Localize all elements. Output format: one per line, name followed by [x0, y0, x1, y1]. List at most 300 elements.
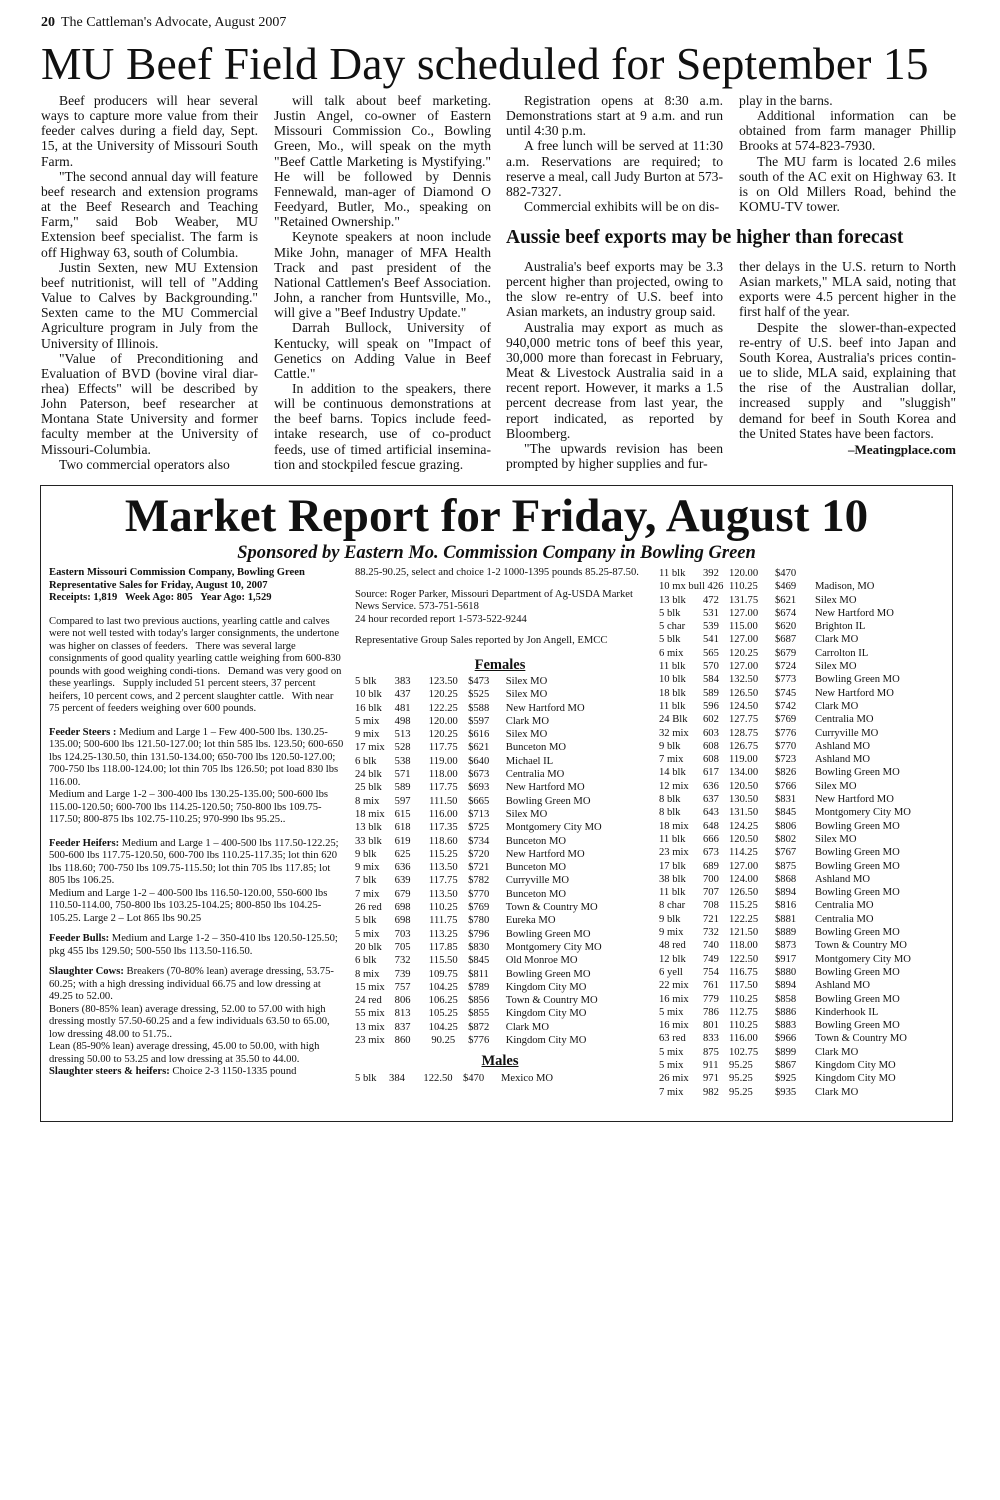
- males-heading: Males: [481, 1053, 519, 1070]
- head-count: 24 red: [355, 995, 382, 1007]
- head-count: 24 blk: [355, 769, 382, 781]
- paragraph: The MU farm is located 2.6 miles south of the AC exit on Highway 63. It is on Old Millers Road, behind the KOMU-TV tower.: [739, 153, 956, 215]
- per-head: $721: [468, 862, 490, 874]
- weight: 708: [703, 900, 719, 912]
- sale-row: [659, 1072, 951, 1085]
- sale-row: [355, 795, 645, 808]
- per-head: $620: [775, 621, 797, 633]
- sale-row: [355, 702, 645, 715]
- weight: 700: [703, 873, 719, 885]
- weight: 437: [394, 689, 411, 701]
- weight: 749: [703, 953, 719, 965]
- price: 110.25: [729, 993, 758, 1005]
- slaughter-sh-label: Slaughter steers & heifers:: [49, 1066, 170, 1077]
- head-count: 10 blk: [659, 674, 686, 686]
- location: Brighton IL: [815, 621, 866, 633]
- price: 132.50: [729, 674, 759, 686]
- price: 95.25: [729, 1073, 753, 1085]
- head-count: 5 mix: [659, 1006, 684, 1018]
- weight: 589: [394, 782, 411, 794]
- price: 127.75: [729, 714, 759, 726]
- per-head: $880: [775, 966, 797, 978]
- weight: 666: [703, 833, 719, 845]
- head-count: 12 blk: [659, 953, 686, 965]
- location: Bowling Green MO: [815, 927, 900, 939]
- head-count: 22 mix: [659, 980, 689, 992]
- head-count: 16 mix: [659, 1020, 689, 1032]
- per-head: $889: [775, 927, 797, 939]
- location: Montgomery City MO: [815, 807, 911, 819]
- per-head: $917: [775, 953, 797, 965]
- weight: 615: [394, 808, 411, 820]
- price: 117.75: [428, 875, 458, 887]
- slaughter-steers-heifers: [49, 1066, 344, 1079]
- sales-table: [659, 567, 951, 1099]
- price: 106.25: [428, 995, 458, 1007]
- location: Clark MO: [505, 1021, 550, 1033]
- head-count: 55 mix: [355, 1008, 385, 1020]
- price: 127.00: [729, 661, 759, 673]
- price: 113.50: [428, 862, 458, 874]
- sale-row: [355, 688, 645, 701]
- head-count: 18 blk: [659, 687, 686, 699]
- weight: 837: [394, 1021, 411, 1033]
- sale-row: [659, 713, 951, 726]
- weight: 875: [703, 1046, 719, 1058]
- page-folio: [41, 15, 286, 31]
- location: Silex MO: [505, 729, 548, 741]
- per-head: $776: [775, 727, 797, 739]
- head-count: 5 blk: [355, 915, 377, 927]
- location: Silex MO: [815, 780, 857, 792]
- paragraph: Australia's beef exports may be 3.3 percent higher than projected, owing to the slow re-entry of U.S. beef into Asian markets, an industry group said.: [506, 259, 723, 320]
- per-head: $713: [468, 808, 490, 820]
- weight: 565: [703, 647, 719, 659]
- paragraph: Justin Sexten, new MU Extension beef nutritionist, will tell of "Adding Value to Calves by Backgrounding." Sexten came to the MU Commercial Agriculture program in July from the University of Illinois.: [41, 259, 258, 351]
- head-count: 11 blk: [659, 700, 686, 712]
- head-count: 17 mix: [355, 742, 385, 754]
- per-head: $858: [775, 993, 797, 1005]
- paragraph: Additional information can be obtained from farm manager Phillip Brooks at 574-823-7930.: [739, 108, 956, 154]
- location: Clark MO: [815, 700, 859, 712]
- per-head: $769: [775, 714, 797, 726]
- price: 117.50: [729, 980, 758, 992]
- market-column-3: [659, 567, 951, 1099]
- paragraph: Two commercial operators also: [59, 456, 230, 472]
- head-count: 9 mix: [355, 729, 380, 741]
- sale-row: [355, 741, 645, 754]
- location: Montgomery City MO: [505, 941, 602, 953]
- price: 104.25: [428, 1021, 458, 1033]
- location: Clark MO: [815, 634, 859, 646]
- location: Bowling Green MO: [815, 966, 900, 978]
- sale-row: [659, 567, 951, 580]
- location: New Hartford MO: [505, 702, 585, 714]
- weight: 498: [394, 715, 411, 727]
- location: Michael IL: [505, 755, 554, 767]
- price: 121.50: [729, 927, 759, 939]
- sale-row: [355, 768, 645, 781]
- price: 127.00: [729, 860, 759, 872]
- weight: 531: [703, 607, 719, 619]
- sale-row: [659, 647, 951, 660]
- weight: 584: [703, 674, 719, 686]
- head-count: 14 blk: [659, 767, 686, 779]
- sale-row: [659, 700, 951, 713]
- sale-row: [355, 1007, 645, 1020]
- per-head: $640: [468, 755, 490, 767]
- head-count: 7 mix: [355, 888, 380, 900]
- price: 90.25: [431, 1035, 456, 1047]
- price: 117.35: [428, 822, 458, 834]
- price: 119.00: [428, 755, 458, 767]
- per-head: $673: [468, 769, 490, 781]
- price: 117.75: [428, 742, 458, 754]
- per-head: $872: [468, 1021, 490, 1033]
- weight: 761: [703, 980, 719, 992]
- per-head: $724: [775, 661, 797, 673]
- location: Centralia MO: [815, 900, 874, 912]
- location: Kingdom City MO: [505, 1008, 587, 1020]
- head-count: 38 blk: [659, 873, 686, 885]
- weight: 707: [703, 887, 719, 899]
- price: 127.00: [729, 607, 759, 619]
- price: 116.75: [729, 966, 758, 978]
- weight: 603: [703, 727, 719, 739]
- location: Kinderhook IL: [815, 1006, 879, 1018]
- head-count: 48 red: [659, 940, 686, 952]
- location: Silex MO: [815, 833, 857, 845]
- males-table: [355, 1072, 641, 1085]
- location: Bowling Green MO: [815, 820, 900, 832]
- price: 115.25: [428, 848, 458, 860]
- location: New Hartford MO: [505, 848, 585, 860]
- price: 122.25: [729, 913, 759, 925]
- paragraph: A free lunch will be served at 11:30 a.m. Reservations are required; to reserve a meal, call Judy Burton at 573-882-7327.: [506, 138, 723, 199]
- weight: 971: [703, 1073, 719, 1085]
- sale-row: [355, 981, 645, 994]
- head-count: 18 mix: [355, 808, 385, 820]
- price: 126.75: [729, 740, 759, 752]
- paragraph: "Value of Preconditioning and Evaluation of BVD (bovine viral diar-rhea) Effects" will be described by John Paterson, beef researcher at Montana State University and former faculty member at the University of Missouri-Columbia.: [41, 350, 258, 457]
- article-column-1: [41, 93, 258, 472]
- price: 115.50: [428, 955, 458, 967]
- location: Silex MO: [815, 594, 857, 606]
- source-credit: –Meatingplace.com: [848, 441, 956, 457]
- per-head: $796: [468, 928, 490, 940]
- per-head: $881: [775, 913, 797, 925]
- weight: 541: [703, 634, 719, 646]
- location: Silex MO: [505, 676, 548, 687]
- head-count: 7 blk: [355, 875, 377, 887]
- paragraph: Darrah Bullock, University of Kentucky, will speak on "Impact of Genetics on Adding Value in Beef Cattle.": [274, 320, 491, 381]
- weight: 860: [394, 1035, 411, 1047]
- sale-row: [659, 1046, 951, 1059]
- price: 102.75: [729, 1046, 759, 1058]
- price: 111.75: [429, 915, 458, 927]
- location: Kingdom City MO: [815, 1059, 896, 1071]
- per-head: $742: [775, 700, 797, 712]
- sale-row: [659, 860, 951, 873]
- weight: 982: [703, 1086, 719, 1098]
- sale-row: [659, 966, 951, 979]
- head-count: 8 blk: [659, 807, 681, 819]
- location: Kingdom City MO: [815, 1073, 896, 1085]
- sale-row: [659, 673, 951, 686]
- article-column-3: [506, 93, 723, 214]
- weight: 703: [394, 928, 411, 940]
- report-header-line: Representative Sales for Friday, August 10, 2007: [49, 579, 268, 591]
- market-report-title: Market Report for Friday, August 10: [124, 490, 869, 542]
- location: Bowling Green MO: [505, 968, 591, 980]
- per-head: $720: [468, 848, 490, 860]
- price: 128.75: [729, 727, 759, 739]
- per-head: $469: [775, 581, 797, 593]
- market-report-box: [40, 485, 953, 1122]
- feeder-steers-text: Medium and Large 1 – Few 400-500 lbs. 130.25-135.00; 500-600 lbs 121.50-127.00; lot thin 585 lbs. 123.50; 600-650 lbs 124.25-130.50, thin 131.50-134.00; 650-700 lbs 120.50-127.00; 700-750 lbs 118.00-124.00; lot thin 705 lbs 126.50; pot load 830 lbs 116.00.: [49, 726, 344, 788]
- location: Clark MO: [815, 1086, 859, 1098]
- price: 120.25: [729, 647, 759, 659]
- weight: 636: [703, 780, 719, 792]
- per-head: $816: [775, 900, 797, 912]
- price: 95.25: [729, 1059, 753, 1071]
- boners-text: Boners (80-85% lean) average dressing, 52.00 to 57.00 with high dressing mostly 57.50-60.25 and a few individuals 63.50 to 65.00, low dressing 48.00 to 51.75..: [49, 1003, 330, 1040]
- per-head: $693: [468, 782, 490, 794]
- per-head: $831: [775, 794, 797, 806]
- per-head: $789: [468, 981, 490, 993]
- feeder-steers-2: Medium and Large 1-2 – 300-400 lbs 130.25-135.00; 500-600 lbs 115.00-120.50; 600-700 lbs 114.25-120.50; 750-800 lbs 109.75-117.50; 800-875 lbs 102.75-110.25; 970-990 lbs 95.25..: [49, 789, 329, 825]
- weight: 538: [394, 755, 411, 767]
- sale-row: [355, 1021, 645, 1034]
- per-head: $770: [468, 888, 490, 900]
- location: Montgomery City MO: [815, 953, 911, 965]
- per-head: $470: [463, 1072, 485, 1084]
- weight: 608: [703, 740, 719, 752]
- sale-row: [659, 873, 951, 886]
- sale-row: [659, 687, 951, 700]
- price: 110.25: [428, 902, 458, 914]
- paragraph: Beef producers will hear several ways to capture more value from their feeder calves during a field day, Sept. 15, at the University of Missouri South Farm.: [41, 93, 258, 169]
- head-count: 10 blk: [355, 689, 382, 701]
- per-head: $894: [775, 887, 797, 899]
- location: Ashland MO: [815, 873, 871, 885]
- per-head: $782: [468, 875, 490, 887]
- head-count: 12 mix: [659, 780, 689, 792]
- per-head: $780: [468, 915, 490, 927]
- location: Bunceton MO: [505, 888, 567, 900]
- price: 114.25: [729, 847, 758, 859]
- head-count: 11 blk: [659, 661, 686, 673]
- weight: 801: [703, 1020, 719, 1032]
- recorded-report: 24 hour recorded report 1-573-522-9244: [355, 613, 527, 625]
- sale-row: [355, 781, 645, 794]
- per-head: $769: [468, 902, 490, 914]
- head-count: 25 blk: [355, 782, 382, 794]
- weight: 539: [703, 621, 719, 633]
- head-count: 16 mix: [659, 993, 689, 1005]
- sale-row: [659, 633, 951, 646]
- per-head: $855: [468, 1008, 490, 1020]
- sale-row: [355, 861, 645, 874]
- weight: 617: [703, 767, 719, 779]
- price: 122.50: [423, 1072, 453, 1084]
- sale-row: [355, 835, 645, 848]
- weight: 698: [394, 902, 411, 914]
- per-head: $776: [468, 1035, 490, 1047]
- sale-row: [355, 808, 645, 821]
- price: 111.50: [429, 795, 458, 807]
- per-head: $725: [468, 822, 490, 834]
- price: 115.00: [729, 621, 758, 633]
- location: Centralia MO: [815, 913, 874, 925]
- head-count: 6 blk: [355, 755, 377, 767]
- weight: 806: [394, 995, 411, 1007]
- location: Bowling Green MO: [815, 847, 900, 859]
- weight: 384: [389, 1072, 405, 1084]
- per-head: $621: [468, 742, 490, 754]
- price: 131.50: [729, 807, 759, 819]
- head-count: 18 mix: [659, 820, 689, 832]
- sale-row: [659, 993, 951, 1006]
- paragraph: "The second annual day will feature beef research and extension programs at the Beef Research and Teaching Farm," said Bob Weaber, MU Extension beef specialist. The farm is off Highway 63, south of Columbia.: [41, 168, 258, 260]
- weight: 528: [394, 742, 411, 754]
- sale-row: [659, 899, 951, 912]
- location: Carrolton IL: [815, 647, 869, 659]
- location: Clark MO: [505, 715, 550, 727]
- location: Kingdom City MO: [505, 1035, 587, 1047]
- location: [815, 567, 951, 580]
- weight: 833: [703, 1033, 719, 1045]
- rep-group-note: Representative Group Sales reported by Jon Angell, EMCC: [355, 635, 608, 646]
- sale-row: [355, 874, 645, 887]
- per-head: $773: [775, 674, 797, 686]
- weight: 570: [703, 661, 719, 673]
- head-count: 11 blk: [659, 833, 686, 845]
- paragraph: Keynote speakers at noon include Mike John, manager of MFA Health Track and past president of the National Cattlemen's Beef Association. John, a rancher from Huntsville, Mo., will give a "Beef Industry Update.": [274, 229, 491, 321]
- per-head: $826: [775, 767, 797, 779]
- per-head: $665: [468, 795, 490, 807]
- price: 124.00: [729, 873, 759, 885]
- weight: 689: [703, 860, 719, 872]
- sale-row: [355, 901, 645, 914]
- paragraph: ther delays in the U.S. return to North Asian markets," MLA said, noting that exports were 4.5 percent higher in the first half of the year.: [739, 259, 956, 320]
- price: 120.25: [428, 729, 458, 741]
- weight: 636: [394, 862, 411, 874]
- price: 116.00: [729, 1033, 758, 1045]
- weight: 732: [703, 927, 719, 939]
- sale-row: [659, 886, 951, 899]
- per-head: $875: [775, 860, 797, 872]
- aussie-column-2: [739, 259, 956, 457]
- weight: 571: [394, 769, 411, 781]
- head-count: 9 blk: [659, 913, 681, 925]
- sale-row: [355, 928, 645, 941]
- location: Bunceton MO: [505, 742, 567, 754]
- head-count: 5 mix: [355, 928, 380, 940]
- per-head: $830: [468, 941, 490, 953]
- head-count: 16 blk: [355, 702, 382, 714]
- head-count: 26 red: [355, 902, 382, 914]
- location: Kingdom City MO: [505, 981, 587, 993]
- article-column-4: [739, 93, 956, 214]
- per-head: $767: [775, 847, 797, 859]
- location: Centralia MO: [505, 769, 565, 781]
- sale-row: [659, 1032, 951, 1045]
- feeder-heifers: [49, 838, 344, 888]
- location: Curryville MO: [505, 875, 570, 887]
- location: Clark MO: [815, 1046, 859, 1058]
- location: Silex MO: [815, 661, 857, 673]
- weight: 721: [703, 913, 719, 925]
- head-count: 23 mix: [355, 1035, 385, 1047]
- report-header-line: Receipts: 1,819 Week Ago: 805 Year Ago: 1,529: [49, 592, 272, 603]
- price: 120.25: [428, 689, 458, 701]
- price: 117.85: [428, 941, 458, 953]
- price: 112.75: [729, 1006, 758, 1018]
- weight: 732: [394, 955, 411, 967]
- feeder-heifers-label: Feeder Heifers:: [49, 837, 120, 849]
- price: 117.75: [428, 782, 458, 794]
- slaughter-continued: 88.25-90.25, select and choice 1-2 1000-1395 pounds 85.25-87.50.: [355, 567, 639, 578]
- price: 119.00: [729, 754, 758, 766]
- head-count: 8 mix: [355, 795, 380, 807]
- sale-row: [355, 954, 645, 967]
- per-head: $873: [775, 940, 797, 952]
- slaughter-sh-text: Choice 2-3 1150-1335 pound: [169, 1066, 297, 1077]
- location: Bowling Green MO: [815, 860, 900, 872]
- price: 123.50: [428, 676, 458, 687]
- location: Bowling Green MO: [505, 928, 591, 940]
- location: New Hartford MO: [505, 782, 585, 794]
- location: Bunceton MO: [505, 835, 567, 847]
- location: Centralia MO: [815, 714, 874, 726]
- location: Bowling Green MO: [815, 1020, 900, 1032]
- weight: 757: [394, 981, 411, 993]
- paragraph: Commercial exhibits will be on dis-: [524, 199, 720, 215]
- price: 127.00: [729, 634, 759, 646]
- sale-row: [659, 753, 951, 766]
- per-head: $525: [468, 689, 490, 701]
- per-head: $894: [775, 980, 797, 992]
- aussie-column-1: [506, 259, 723, 471]
- head-count: 11 blk: [659, 568, 686, 579]
- head-count: 6 blk: [355, 955, 377, 967]
- sale-row: [659, 926, 951, 939]
- feeder-heifers-text: Medium and Large 1 – 400-500 lbs 117.50-122.25; 500-600 lbs 117.75-120.50, 600-700 lbs 110.25-117.35; lot thin 620 lbs 118.60; 700-750 lbs 109.75-115.50; lot thin 705 lbs 117.85; lot 805 lbs 106.25.: [49, 837, 339, 886]
- price: 124.50: [729, 700, 759, 712]
- publication-name: The Cattleman's Advocate, August 2007: [61, 15, 287, 30]
- paragraph: Despite the slower-than-expected re-entry of U.S. beef into Japan and South Korea, Australia's prices contin-ue to slide, MLA said, explaining that the rise of the Australian dollar, increased supply and "sluggish" demand for beef in South Korea and the United States have been factors.: [739, 319, 956, 441]
- location: Bowling Green MO: [815, 767, 900, 779]
- slaughter-cows: [49, 966, 344, 1004]
- head-count: 10 mx bull 426: [659, 581, 724, 593]
- head-count: 5 mix: [659, 1059, 684, 1071]
- per-head: $679: [775, 647, 797, 659]
- location: Curryville MO: [815, 727, 879, 739]
- per-head: $745: [775, 687, 797, 699]
- location: Ashland MO: [815, 740, 871, 752]
- females-heading: Females: [474, 656, 526, 673]
- location: New Hartford MO: [815, 687, 894, 699]
- weight: 679: [394, 888, 411, 900]
- price: 116.00: [428, 808, 458, 820]
- weight: 383: [394, 676, 411, 687]
- weight: 911: [703, 1059, 719, 1071]
- weight: 673: [703, 847, 719, 859]
- price: 113.50: [428, 888, 458, 900]
- per-head: $886: [775, 1006, 797, 1018]
- sale-row: [659, 660, 951, 673]
